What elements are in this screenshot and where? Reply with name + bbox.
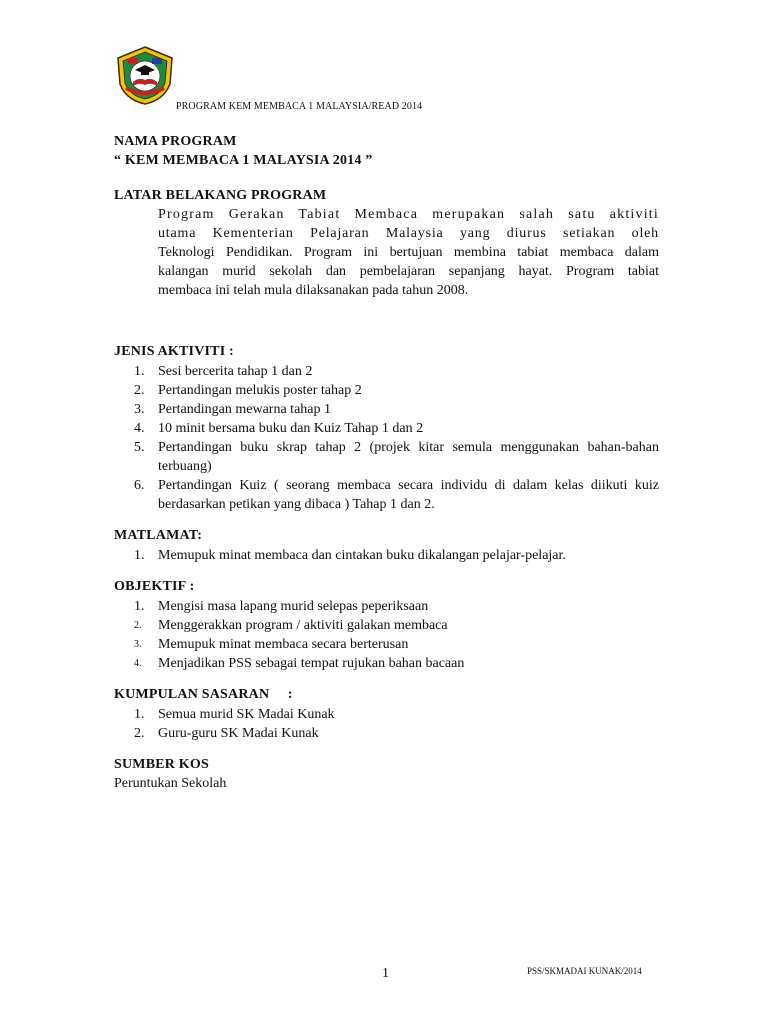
list-item: 4. Menjadikan PSS sebagai tempat rujukan bahan bacaan — [134, 656, 465, 671]
footer-code: PSS/SKMADAI KUNAK/2014 — [527, 966, 642, 976]
sumber-kos-heading: SUMBER KOS — [114, 757, 209, 772]
objektif-list — [114, 597, 659, 673]
jenis-aktiviti-heading: JENIS AKTIVITI : — [114, 344, 234, 359]
kumpulan-sasaran-list — [114, 705, 659, 743]
nama-program-value: “ KEM MEMBACA 1 MALAYSIA 2014 ” — [114, 153, 373, 168]
list-item: 3. Memupuk minat membaca secara berterusan — [134, 637, 409, 652]
matlamat-list — [114, 546, 659, 565]
page-number: 1 — [382, 966, 389, 981]
list-item: 5. Pertandingan buku skrap tahap 2 (projek kitar semula menggunakan bahan-bahan terbuang) — [134, 440, 659, 474]
school-crest-icon — [114, 44, 176, 106]
latar-line: utama Kementerian Pelajaran Malaysia yang diurus setiakan oleh — [158, 226, 659, 241]
list-item: 6. Pertandingan Kuiz ( seorang membaca secara individu di dalam kelas diikuti kuiz berdasarkan petikan yang dibaca ) Tahap 1 dan 2. — [134, 478, 659, 512]
matlamat-heading: MATLAMAT: — [114, 528, 203, 543]
latar-line: kalangan murid sekolah dan pembelajaran sepanjang hayat. Program tabiat — [158, 264, 659, 279]
document-body — [114, 132, 659, 793]
latar-line: Program Gerakan Tabiat Membaca merupakan salah satu aktiviti — [158, 207, 659, 222]
list-item: 1. Mengisi masa lapang murid selepas peperiksaan — [134, 599, 429, 614]
latar-heading: LATAR BELAKANG PROGRAM — [114, 188, 327, 203]
header-title: PROGRAM KEM MEMBACA 1 MALAYSIA/READ 2014 — [176, 101, 423, 112]
list-item: 2. Menggerakkan program / aktiviti galakan membaca — [134, 618, 448, 633]
jenis-aktiviti-list — [114, 362, 659, 514]
latar-line: membaca ini telah mula dilaksanakan pada tahun 2008. — [158, 283, 469, 298]
list-item: 1. Sesi bercerita tahap 1 dan 2 — [134, 364, 313, 379]
list-item: 1. Memupuk minat membaca dan cintakan buku dikalangan pelajar-pelajar. — [134, 548, 566, 563]
latar-paragraph — [158, 205, 659, 300]
list-item: 1. Semua murid SK Madai Kunak — [134, 707, 335, 722]
list-item: 2. Guru-guru SK Madai Kunak — [134, 726, 319, 741]
list-item: 3. Pertandingan mewarna tahap 1 — [134, 402, 331, 417]
nama-program-heading: NAMA PROGRAM — [114, 134, 237, 149]
sumber-kos-value: Peruntukan Sekolah — [114, 776, 227, 791]
list-item: 4. 10 minit bersama buku dan Kuiz Tahap 1 dan 2 — [134, 421, 424, 436]
kumpulan-sasaran-heading: KUMPULAN SASARAN : — [114, 687, 293, 702]
objektif-heading: OBJEKTIF : — [114, 579, 195, 594]
latar-line: Teknologi Pendidikan. Program ini bertujuan membina tabiat membaca dalam — [158, 245, 659, 260]
list-item: 2. Pertandingan melukis poster tahap 2 — [134, 383, 362, 398]
